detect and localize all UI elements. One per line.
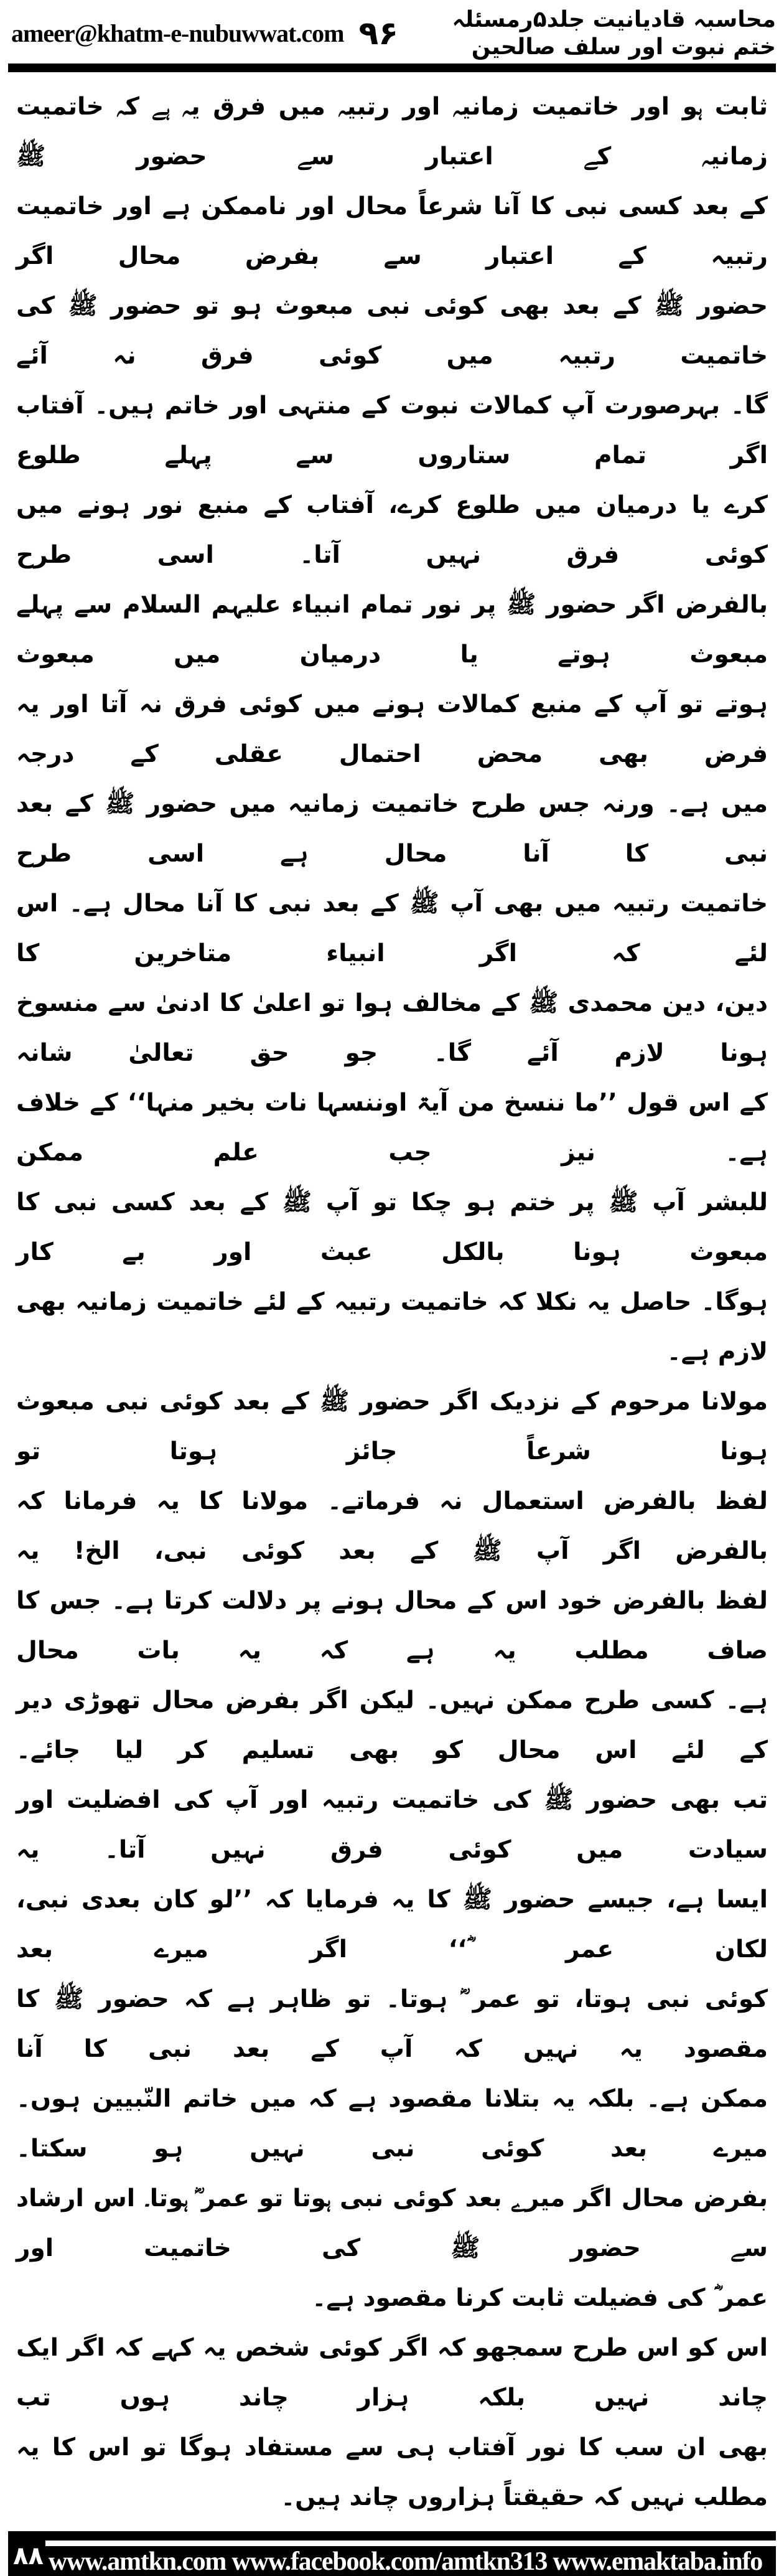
page-body — [16, 82, 768, 2522]
text-line: کرے یا درمیان میں طلوع کرے، آفتاب کے منبع نور ہونے میں کوئی فرق نہیں آتا۔ اسی طرح — [16, 491, 768, 569]
text-line: ہوگا۔ حاصل یہ نکلا کہ خاتمیت رتبیہ کے لئے خاتمیت زمانیہ بھی لازم ہے۔ — [16, 1288, 768, 1366]
text-line: ہوتے تو آپ کے منبع کمالات ہونے میں کوئی فرق نہ آتا اور یہ فرض بھی محض احتمال عقلی کے درجہ — [16, 690, 768, 768]
text-line: بھی ان سب کا نور آفتاب ہی سے مستفاد ہوگا تو اس کا یہ مطلب نہیں کہ حقیقتاً ہزاروں چاند ہیں۔ — [16, 2433, 768, 2511]
text-line: حضور ﷺ کے بعد بھی کوئی نبی مبعوث ہو تو حضور ﷺ کی خاتمیت رتبیہ میں کوئی فرق نہ آئے — [16, 292, 768, 370]
text-line: بالفرض اگر حضور ﷺ پر نور تمام انبیاء علیہم السلام سے پہلے مبعوث ہوتے یا درمیان میں مبعوث — [16, 591, 768, 669]
text-line: بفرض محال اگر میرے بعد کوئی نبی ہوتا تو عمر ؓ ہوتا۔ اس ارشاد سے حضور ﷺ کی خاتمیت اور — [16, 2184, 768, 2262]
text-line: مولانا مرحوم کے نزدیک اگر حضور ﷺ کے بعد کوئی نبی مبعوث ہونا شرعاً جائز ہوتا تو — [16, 1388, 768, 1465]
text-line: ایسا ہے، جیسے حضور ﷺ کا یہ فرمایا کہ ’’لو کان بعدی نبی، لکان عمر ؓ‘‘ اگر میرے بعد — [16, 1886, 768, 1963]
text-line: ثابت ہو اور خاتمیت زمانیہ اور رتبیہ میں فرق یہ ہے کہ خاتمیت زمانیہ کے اعتبار سے حضور ﷺ — [16, 93, 768, 171]
text-line: اس کو اس طرح سمجھو کہ اگر کوئی شخص یہ کہے کہ اگر ایک چاند نہیں بلکہ ہزار چاند ہوں تب — [16, 2334, 768, 2412]
page-number: ۹۶ — [358, 15, 398, 52]
header-rule — [8, 63, 776, 72]
text-line: للبشر آپ ﷺ پر ختم ہو چکا تو آپ ﷺ کے بعد کسی نبی کا مبعوث ہونا بالکل عبث اور بے کار — [16, 1188, 768, 1266]
book-title: محاسبہ قادیانیت جلد۵رمسئلہ ختم نبوت اور سلف صالحین — [452, 7, 776, 60]
page-header — [8, 0, 776, 61]
text-line: گا۔ بہرصورت آپ کمالات نبوت کے منتہی اور خاتم ہیں۔ آفتاب اگر تمام ستاروں سے پہلے طلوع — [16, 392, 768, 469]
text-line: لفظ بالفرض استعمال نہ فرماتے۔ مولانا کا یہ فرمانا کہ بالفرض اگر آپ ﷺ کے بعد کوئی نبی، الخ! یہ — [16, 1487, 768, 1565]
text-line: دین، دین محمدی ﷺ کے مخالف ہوا تو اعلیٰ کا ادنیٰ سے منسوخ ہونا لازم آئے گا۔ جو حق تعالیٰ شانہ — [16, 989, 768, 1067]
text-line: لفظ بالفرض خود اس کے محال ہونے پر دلالت کرتا ہے۔ جس کا صاف مطلب یہ ہے کہ یہ بات محال — [16, 1587, 768, 1665]
text-line: تب بھی حضور ﷺ کی خاتمیت رتبیہ اور آپ کی افضلیت اور سیادت میں کوئی فرق نہیں آتا۔ یہ — [16, 1786, 768, 1864]
text-line: کے اس قول ’’ما ننسخ من آیۃ اوننسہا نات بخیر منہا‘‘ کے خلاف ہے۔ نیز جب علم ممکن — [16, 1089, 768, 1167]
text-line: کوئی نبی ہوتا، تو عمر ؓ ہوتا۔ تو ظاہر ہے کہ حضور ﷺ کا مقصود یہ نہیں کہ آپ کے بعد نبی کا آنا — [16, 1985, 768, 2063]
text-line: ممکن ہے۔ بلکہ یہ بتلانا مقصود ہے کہ میں خاتم النّبیین ہوں۔ میرے بعد کوئی نبی نہیں ہو سکتا۔ — [16, 2085, 768, 2163]
footer-urls: www.amtkn.com www.facebook.com/amtkn313 www.emaktaba.info — [48, 2547, 763, 2576]
footer-rule — [45, 2541, 776, 2546]
page-footer — [8, 2531, 776, 2576]
text-line: میں ہے۔ ورنہ جس طرح خاتمیت زمانیہ میں حضور ﷺ کے بعد نبی کا آنا محال ہے اسی طرح — [16, 790, 768, 868]
footer-sequence-number: ۸۸ — [13, 2542, 44, 2570]
text-line: کے بعد کسی نبی کا آنا شرعاً محال اور ناممکن ہے اور خاتمیت رتبیہ کے اعتبار سے بفرض محال اگر — [16, 192, 768, 270]
text-line: عمر ؓ کی فضیلت ثابت کرنا مقصود ہے۔ — [312, 2284, 768, 2312]
text-line: ہے۔ کسی طرح ممکن نہیں۔ لیکن اگر بفرض محال تھوڑی دیر کے لئے اس محال کو بھی تسلیم کر لیا جائے۔ — [16, 1686, 768, 1764]
header-email: ameer@khatm-e-nubuwwat.com — [11, 19, 344, 47]
text-line: خاتمیت رتبیہ میں بھی آپ ﷺ کے بعد نبی کا آنا محال ہے۔ اس لئے کہ اگر انبیاء متاخرین کا — [16, 890, 768, 967]
